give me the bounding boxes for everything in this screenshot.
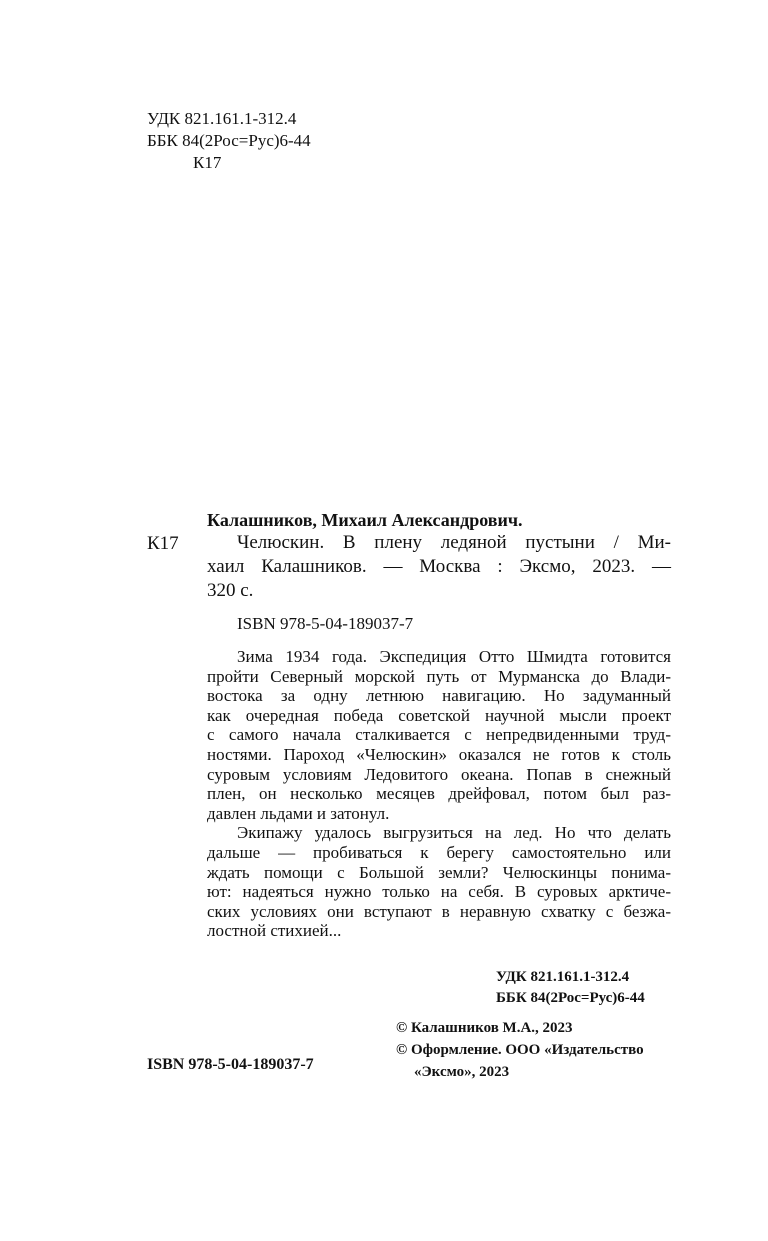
copyright-design-cont: «Эксмо», 2023: [414, 1064, 510, 1080]
annotation-line: ностями. Пароход «Челюскин» оказался не готов к столь: [207, 744, 671, 764]
biblio-line: хаил Калашников. — Москва : Эксмо, 2023. —: [207, 556, 671, 577]
author-mark: К17: [147, 533, 179, 554]
bibliographic-description: [207, 531, 671, 603]
annotation-line: как очередная победа советской научной мысли проект: [207, 705, 671, 725]
annotation-line: ждать помощи с Большой земли? Челюскинцы понима-: [207, 862, 671, 882]
annotation-line: плен, он несколько месяцев дрейфовал, потом был раз-: [207, 784, 671, 804]
author-mark-code: К17: [193, 153, 222, 172]
annotation-line: лостной стихией...: [207, 921, 342, 941]
isbn-footer: ISBN 978-5-04-189037-7: [147, 1056, 314, 1073]
annotation-line: с самого начала сталкивается с непредвиденными труд-: [207, 725, 671, 745]
biblio-line: 320 с.: [207, 580, 254, 601]
bbk-code: ББК 84(2Рос=Рус)6-44: [147, 131, 311, 150]
annotation-line: суровым условиям Ледовитого океана. Попав в снежный: [207, 764, 671, 784]
footer-udk: УДК 821.161.1-312.4: [496, 969, 630, 985]
annotation: [207, 647, 671, 941]
copyright-design: © Оформление. ООО «Издательство: [396, 1042, 644, 1058]
annotation-line: пройти Северный морской путь от Мурманска до Влади-: [207, 666, 671, 686]
annotation-line: Экипажу удалось выгрузиться на лед. Но что делать: [237, 823, 671, 843]
classification-codes: [147, 108, 311, 174]
udk-code: УДК 821.161.1-312.4: [147, 109, 297, 128]
annotation-line: ских условиях они вступают в неравную схватку с безжа-: [207, 901, 671, 921]
isbn-record: ISBN 978-5-04-189037-7: [237, 614, 414, 633]
annotation-line: давлен льдами и затонул.: [207, 803, 390, 823]
annotation-line: дальше — пробиваться к берегу самостоятельно или: [207, 842, 671, 862]
author-heading: Калашников, Михаил Александрович.: [207, 510, 523, 530]
annotation-line: ют: надеяться нужно только на себя. В суровых арктиче-: [207, 882, 671, 902]
copyright-author: © Калашников М.А., 2023: [396, 1020, 573, 1036]
annotation-line: Зима 1934 года. Экспедиция Отто Шмидта готовится: [237, 647, 671, 666]
footer-classification: [496, 967, 645, 1009]
copyright-block: [396, 1017, 644, 1083]
annotation-line: востока за одну летнюю навигацию. Но задуманный: [207, 686, 671, 706]
footer-bbk: ББК 84(2Рос=Рус)6-44: [496, 990, 645, 1006]
biblio-line: Челюскин. В плену ледяной пустыни / Ми-: [237, 532, 671, 553]
